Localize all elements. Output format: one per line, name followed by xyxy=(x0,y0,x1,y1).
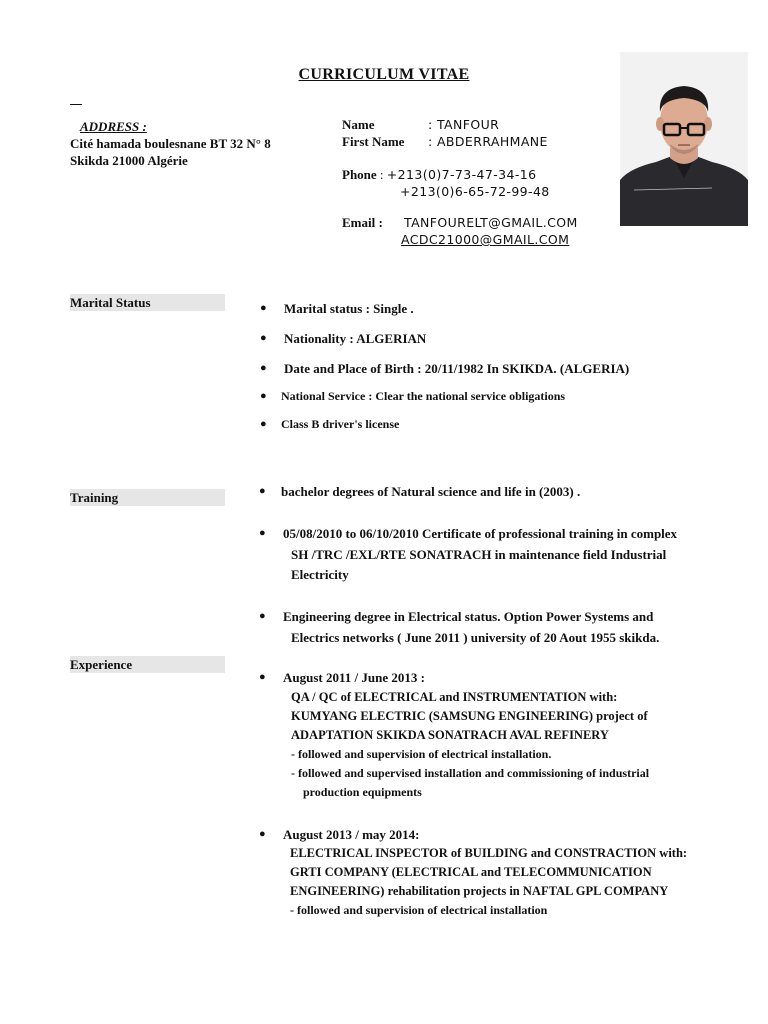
job-line: - followed and supervised installation and commissioning of industrial xyxy=(291,766,650,780)
phone-2: +213(0)6-65-72-99-48 xyxy=(400,184,550,199)
list-item: ● Nationality : ALGERIAN xyxy=(260,331,427,346)
job-line: production equipments xyxy=(303,785,422,799)
contact-block: Name : TANFOUR First Name : ABDERRAHMANE Phone : +213(0)7-73-47-34-16 +213(0)6-65-72-99-48 Email : TANFOURELT@GMAIL.COM ACDC21000@GMAIL.COM xyxy=(342,117,578,247)
document-title: CURRICULUM VITAE xyxy=(298,66,470,83)
job-line: KUMYANG ELECTRIC (SAMSUNG ENGINEERING) project of xyxy=(291,709,648,723)
email-1[interactable]: TANFOURELT@GMAIL.COM xyxy=(404,215,578,230)
phone-label: Phone xyxy=(342,167,377,182)
section-label-marital-status: Marital Status xyxy=(70,294,225,311)
name-value: : TANFOUR xyxy=(428,117,500,132)
address-line-2: Skikda 21000 Algérie xyxy=(70,153,188,168)
job-line: ADAPTATION SKIKDA SONATRACH AVAL REFINERY xyxy=(291,728,609,742)
job-period: ● August 2011 / June 2013 : xyxy=(259,670,425,685)
list-item-continuation: Electricity xyxy=(291,567,349,582)
address-label: ADDRESS : xyxy=(80,119,147,134)
job-line: QA / QC of ELECTRICAL and INSTRUMENTATION with: xyxy=(291,690,618,704)
address-line-1: Cité hamada boulesnane BT 32 N° 8 xyxy=(70,136,271,151)
list-item-continuation: SH /TRC /EXL/RTE SONATRACH in maintenance field Industrial xyxy=(291,547,667,562)
first-name-value: : ABDERRAHMANE xyxy=(428,134,548,149)
phone-1: +213(0)7-73-47-34-16 xyxy=(386,167,537,182)
email-2[interactable]: ACDC21000@GMAIL.COM xyxy=(401,232,570,247)
job-line: - followed and supervision of electrical installation. xyxy=(291,747,552,761)
section-label-experience: Experience xyxy=(70,656,225,673)
job-line: ELECTRICAL INSPECTOR of BUILDING and CONSTRACTION with: xyxy=(290,846,688,860)
divider xyxy=(70,104,82,105)
list-item-continuation: Electrics networks ( June 2011 ) university of 20 Aout 1955 skikda. xyxy=(291,630,660,645)
list-item: ● Engineering degree in Electrical status. Option Power Systems and xyxy=(259,609,654,624)
job-line: - followed and supervision of electrical installation xyxy=(290,903,548,917)
job-line: GRTI COMPANY (ELECTRICAL and TELECOMMUNICATION xyxy=(290,865,652,879)
profile-photo xyxy=(620,52,748,226)
list-item: ● bachelor degrees of Natural science and life in (2003) . xyxy=(259,484,581,499)
list-item: ● Class B driver's license xyxy=(260,417,400,431)
address-block xyxy=(70,118,271,169)
list-item: ● Marital status : Single . xyxy=(260,301,414,316)
name-label: Name xyxy=(342,117,375,132)
section-label-training: Training xyxy=(70,489,225,506)
list-item: ● National Service : Clear the national service obligations xyxy=(260,389,566,403)
list-item: ● Date and Place of Birth : 20/11/1982 In SKIKDA. (ALGERIA) xyxy=(260,361,630,376)
job-line: ENGINEERING) rehabilitation projects in NAFTAL GPL COMPANY xyxy=(290,884,669,898)
list-item: ● 05/08/2010 to 06/10/2010 Certificate of professional training in complex xyxy=(259,526,678,541)
job-period: ● August 2013 / may 2014: xyxy=(259,827,420,842)
email-label: Email : xyxy=(342,215,383,230)
first-name-label: First Name xyxy=(342,134,405,149)
